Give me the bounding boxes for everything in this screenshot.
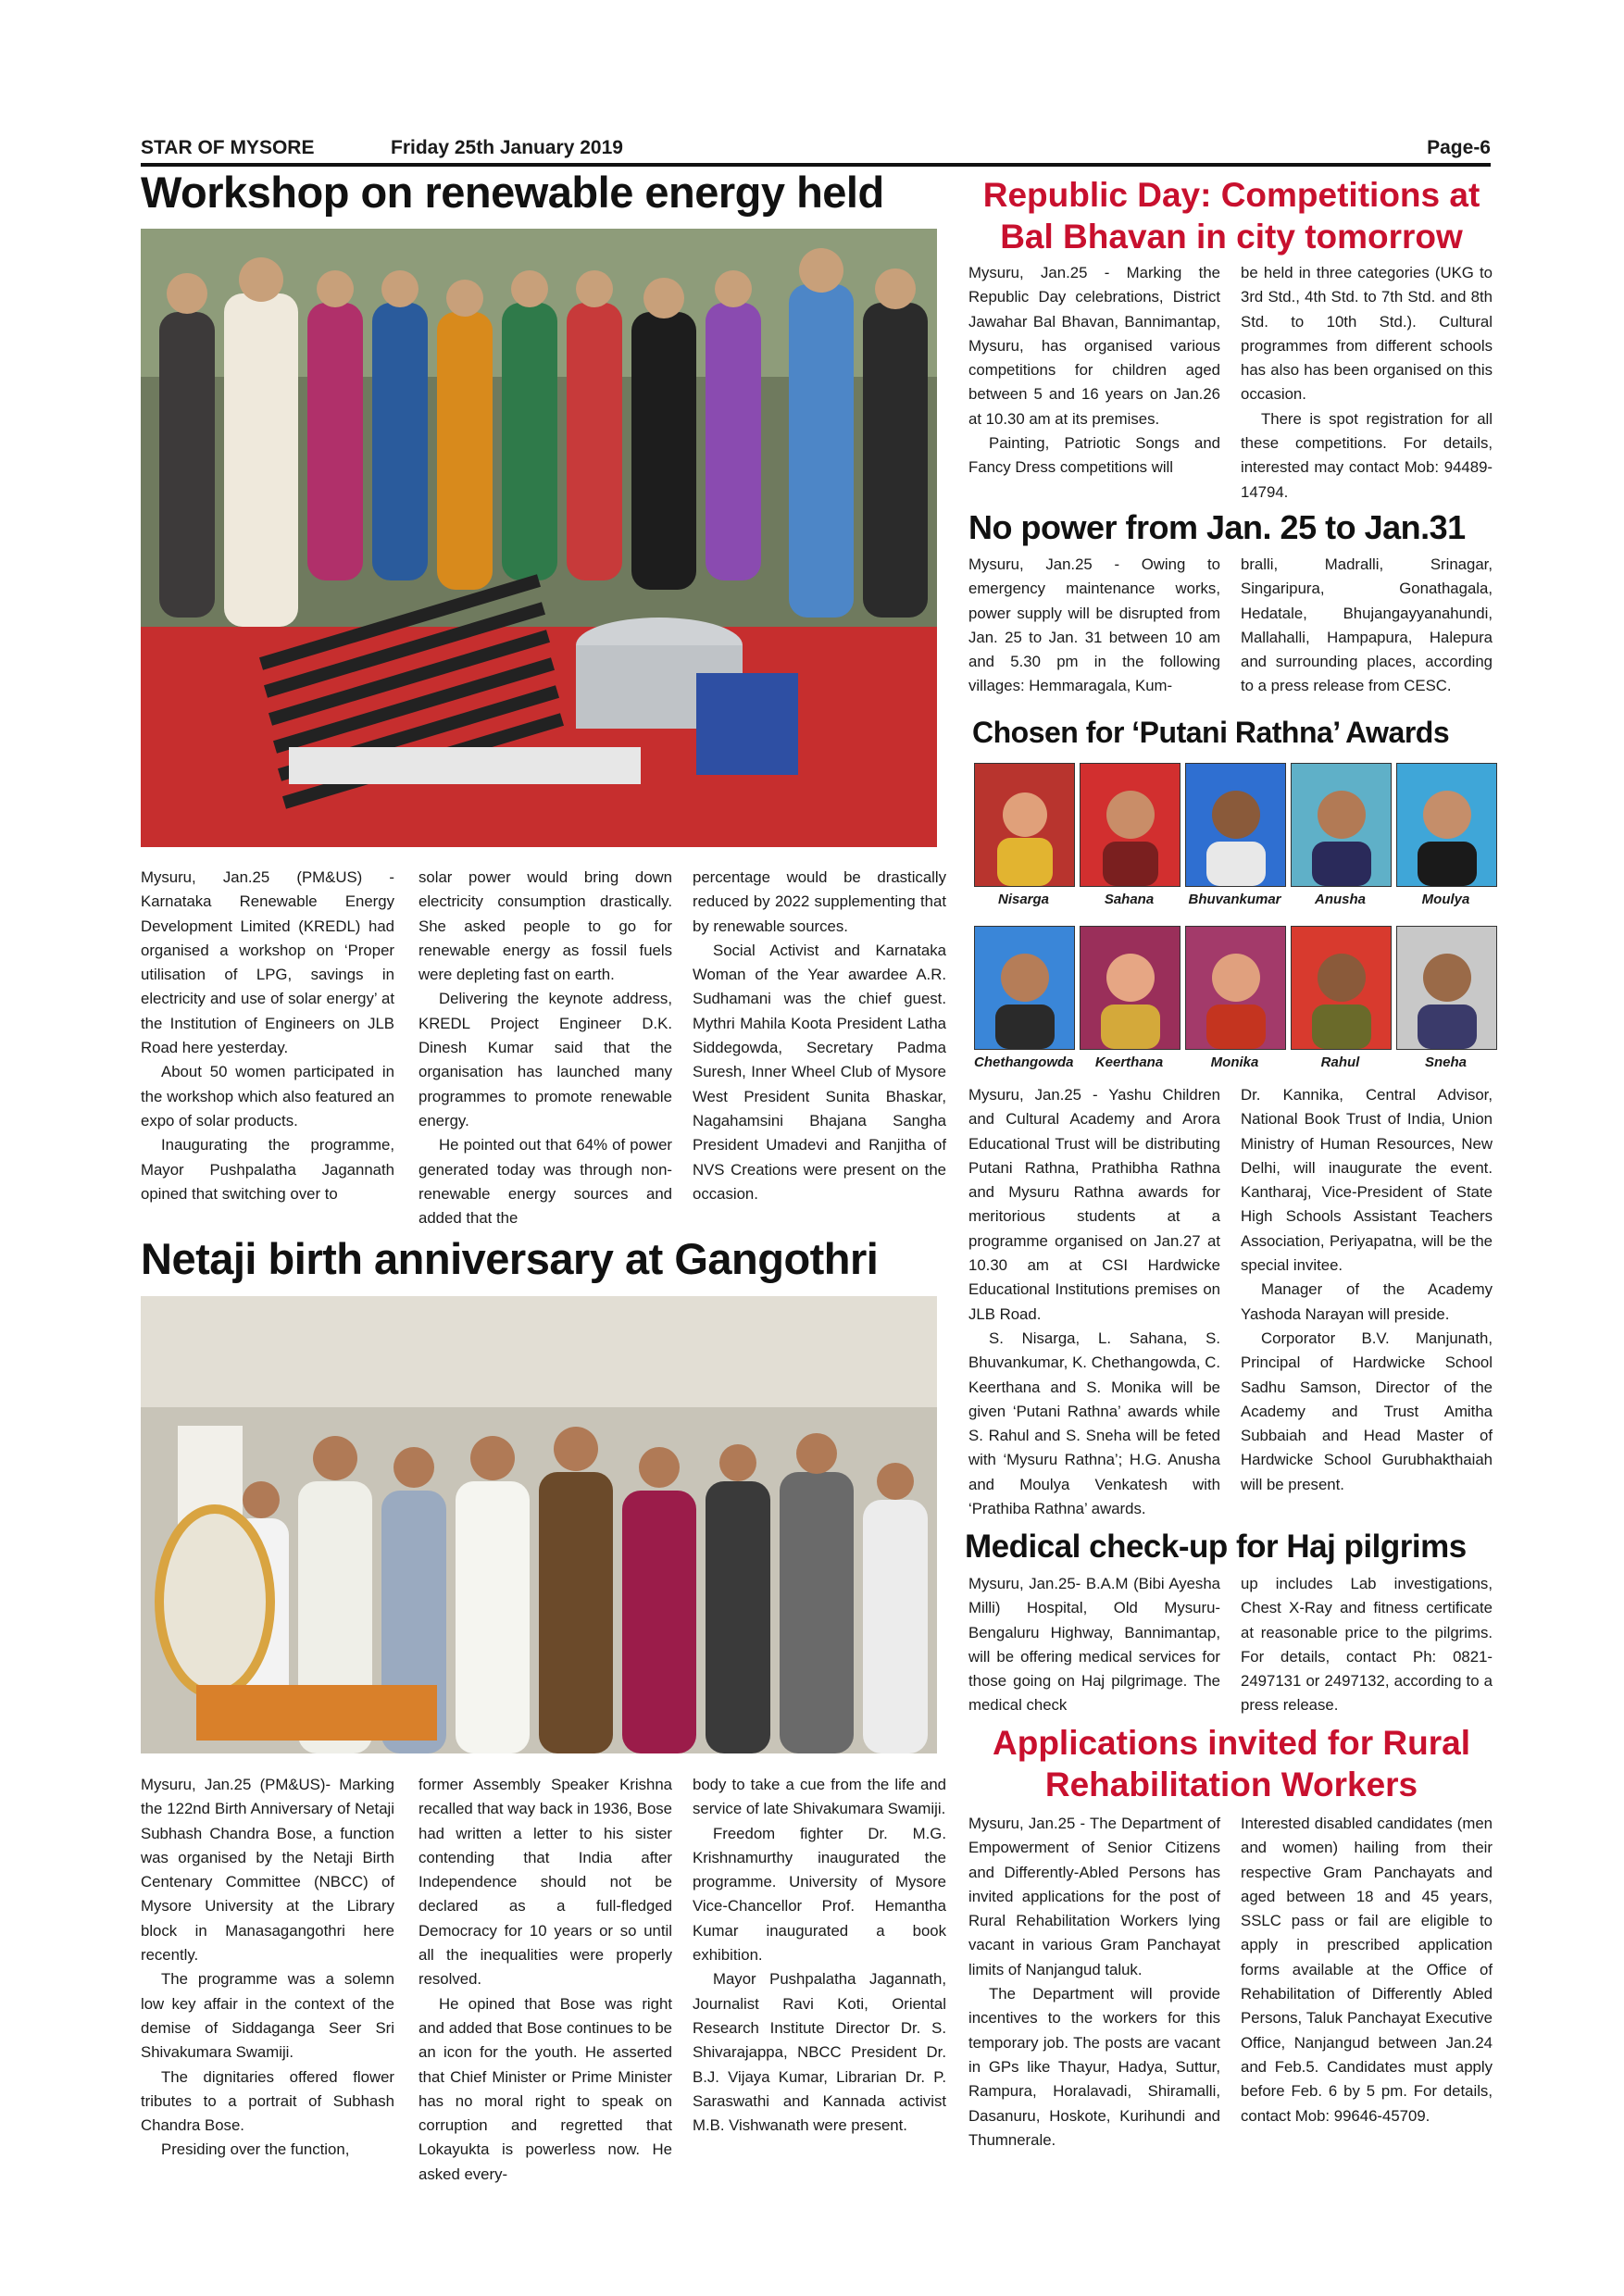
paragraph: There is spot registration for all these competitions. For details, interested may contact Mob: 94489-14794.	[1241, 409, 1493, 501]
netaji-headline: Netaji birth anniversary at Gangothri	[141, 1234, 879, 1283]
paragraph: He pointed out that 64% of power generated today was through non-renewable energy sources and added that the	[418, 1136, 672, 1228]
paragraph: The Department will provide incentives to the workers for this temporary job. The posts are vacant in GPs like Thayur, Hadya, Suttur, Rampura, Horalavadi, Shiramalli, Dasanuru, Hoskote, Kurihundi and Thumnerale.	[968, 1985, 1220, 2149]
rural-col-2	[1241, 1812, 1493, 2128]
student-photo	[1396, 763, 1497, 887]
paragraph: About 50 women participated in the workshop which also featured an expo of solar products.	[141, 1063, 394, 1129]
rural-headline: Applications invited for Rural Rehabilitation Workers	[993, 1724, 1470, 1804]
student-photo	[974, 926, 1075, 1050]
putani-headline: Chosen for ‘Putani Rathna’ Awards	[972, 716, 1450, 749]
paragraph: Mysuru, Jan.25 (PM&US) - Karnataka Renewable Energy Development Limited (KREDL) had organised a workshop on ‘Proper utilisation of LPG, savings in electricity and use of solar energy’ at the Institution of Engineers on JLB Road here yesterday.	[141, 868, 394, 1057]
student-photo	[1185, 926, 1286, 1050]
paragraph: Mysuru, Jan.25 - Marking the Republic Day celebrations, District Jawahar Bal Bhavan, Bannimantap, Mysuru, has organised various competitions for children aged between 5 and 16 years on Jan.26 at 10.30 am at its premises.	[968, 264, 1220, 428]
workshop-headline: Workshop on renewable energy held	[141, 168, 884, 217]
haj-col-2	[1241, 1572, 1493, 1718]
paragraph: percentage would be drastically reduced by 2022 supplementing that by renewable sources.	[693, 868, 946, 935]
haj-headline: Medical check-up for Haj pilgrims	[965, 1529, 1467, 1565]
paragraph: Dr. Kannika, Central Advisor, National Book Trust of India, Union Ministry of Human Resources, New Delhi, will inaugurate the event. Kantharaj, Vice-President of State High Schools Assistant Teachers Association, Periyapatna, will be the special invitee.	[1241, 1086, 1493, 1275]
paper-name: STAR OF MYSORE	[141, 137, 315, 158]
putani-col-1	[968, 1083, 1220, 1521]
paragraph: S. Nisarga, L. Sahana, S. Bhuvankumar, K. Chethangowda, C. Keerthana and S. Monika will be given ‘Putani Rathna’ awards while S. Rahul and S. Sneha will be feted with ‘Mysuru Rathna’; H.G. Anusha and Moulya Venkatesh with ‘Prathiba Rathna’ awards.	[968, 1329, 1220, 1518]
netaji-photo	[141, 1296, 937, 1753]
paragraph: Mayor Pushpalatha Jagannath, Journalist Ravi Koti, Oriental Research Institute Director Dr. S. Shivarajappa, NBCC President Dr. B.J. Vijaya Kumar, Librarian Dr. P. Saraswathi and Kannada activist M.B. Vishwanath were present.	[693, 1970, 946, 2135]
paragraph: Mysuru, Jan.25 - The Department of Empowerment of Senior Citizens and Differently-Abled Persons has invited applications for the post of Rural Rehabilitation Workers lying vacant in various Gram Panchayat limits of Nanjangud taluk.	[968, 1815, 1220, 1978]
student-photo	[1080, 926, 1181, 1050]
masthead	[141, 130, 1491, 167]
paragraph: Painting, Patriotic Songs and Fancy Dress competitions will	[968, 434, 1220, 477]
paragraph: He opined that Bose was right and added that Bose continues to be an icon for the youth. He asserted that Chief Minister or Prime Minister has no moral right to speak on corruption and regretted that Lokayukta is powerless now. He asked every-	[418, 1994, 672, 2183]
student-photo	[974, 763, 1075, 887]
paragraph: Inaugurating the programme, Mayor Pushpalatha Jagannath opined that switching over to	[141, 1136, 394, 1203]
student-name: Monika	[1210, 1054, 1259, 1070]
republic-col-1	[968, 261, 1220, 480]
paragraph: Freedom fighter Dr. M.G. Krishnamurthy inaugurated the programme. University of Mysore Vice-Chancellor Prof. Hemantha Kumar inaugurated a book exhibition.	[693, 1824, 946, 1965]
power-col-2	[1241, 553, 1493, 699]
power-col-1	[968, 553, 1220, 699]
paragraph: be held in three categories (UKG to 3rd Std., 4th Std. to 7th Std. and 8th Std. to 10th Std.). Cultural programmes from different schools has also has been organised on this occasion.	[1241, 264, 1493, 404]
page-number: Page-6	[1427, 137, 1491, 158]
workshop-photo	[141, 229, 937, 847]
paragraph: up includes Lab investigations, Chest X-Ray and fitness certificate at reasonable price to the pilgrims. For details, contact Ph: 0821-2497131 or 2497132, according to a press release.	[1241, 1575, 1493, 1715]
issue-date: Friday 25th January 2019	[391, 137, 623, 158]
student-name: Bhuvankumar	[1188, 892, 1281, 907]
netaji-col-1	[141, 1773, 394, 2163]
paragraph: Interested disabled candidates (men and women) hailing from their respective Gram Panchayats and aged between 18 and 45 years, SSLC pass or fail are eligible to apply in prescribed application forms available at the Office of Rehabilitation of Differently Abled Persons, Taluk Panchayat Executive Office, Nanjangud between Jan.24 and Feb.5. Candidates must apply before Feb. 6 by 5 pm. For details, contact Mob: 99646-45709.	[1241, 1815, 1493, 2125]
paragraph: Presiding over the function,	[161, 2140, 350, 2159]
paragraph: Delivering the keynote address, KREDL Project Engineer D.K. Dinesh Kumar said that the organisation has launched many programmes to promote renewable energy.	[418, 990, 672, 1129]
power-headline: No power from Jan. 25 to Jan.31	[968, 508, 1466, 546]
paragraph: Corporator B.V. Manjunath, Principal of Hardwicke School Sadhu Samson, Director of the Academy and Trust Amitha Subbaiah and Head Master of Hardwicke School Gurubhakthaiah will be present.	[1241, 1329, 1493, 1493]
student-name: Chethangowda	[974, 1054, 1074, 1070]
paragraph: body to take a cue from the life and service of late Shivakumara Swamiji.	[693, 1776, 946, 1818]
paragraph: The programme was a solemn low key affair in the context of the demise of Siddaganga Seer Sri Shivakumara Swamiji.	[141, 1970, 394, 2062]
student-photo	[1080, 763, 1181, 887]
paragraph: Mysuru, Jan.25 - Owing to emergency maintenance works, power supply will be disrupted from Jan. 25 to Jan. 31 between 10 am and 5.30 pm in the following villages: Hemmaragala, Kum-	[968, 555, 1220, 695]
republic-col-2	[1241, 261, 1493, 505]
netaji-col-2	[418, 1773, 672, 2187]
paragraph: Mysuru, Jan.25 (PM&US)- Marking the 122nd Birth Anniversary of Netaji Subhash Chandra Bose, a function was organised by the Netaji Birth Centenary Committee (NBCC) of Mysore University at the Library block in Manasagangothri here recently.	[141, 1776, 394, 1965]
putani-col-2	[1241, 1083, 1493, 1497]
student-name: Sneha	[1424, 1054, 1467, 1070]
republic-headline: Republic Day: Competitions at Bal Bhavan in city tomorrow	[982, 176, 1480, 256]
student-photo	[1291, 926, 1392, 1050]
student-name: Nisarga	[997, 892, 1050, 907]
paragraph: The dignitaries offered flower tributes to a portrait of Subhash Chandra Bose.	[141, 2067, 394, 2135]
paragraph: solar power would bring down electricity consumption drastically. She asked people to go for renewable energy as fossil fuels were depleting fast on earth.	[418, 868, 672, 984]
paragraph: former Assembly Speaker Krishna recalled that way back in 1936, Bose had written a letter to his sister contending that India after Independence should not be declared as a full-fledged Democracy for 10 years or so until all the inequalities were properly resolved.	[418, 1776, 672, 1989]
student-photo	[1291, 763, 1392, 887]
student-name: Moulya	[1421, 892, 1470, 907]
student-photo	[1396, 926, 1497, 1050]
paragraph: Mysuru, Jan.25- B.A.M (Bibi Ayesha Milli) Hospital, Old Mysuru-Bengaluru Highway, Bannimantap, will be offering medical services for those going on Haj pilgrimage. The medical check	[968, 1575, 1220, 1715]
netaji-col-3	[693, 1773, 946, 2138]
student-name: Anusha	[1314, 892, 1366, 907]
paragraph: Social Activist and Karnataka Woman of the Year awardee A.R. Sudhamani was the chief guest. Mythri Mahila Koota President Latha Siddegowda, Secretary Padma Suresh, Inner Wheel Club of Mysore West President Sunita Bhaskar, Nagahamsini Bhajana Sangha President Umadevi and Ranjitha of NVS Creations were present on the occasion.	[693, 941, 946, 1203]
workshop-col-2	[418, 866, 672, 1230]
paragraph: bralli, Madralli, Srinagar, Singaripura, Gonathagala, Hedatale, Bhujangayyanahundi, Mallahalli, Hampapura, Halepura and surrounding places, according to a press release from CESC.	[1241, 555, 1493, 695]
student-photo	[1185, 763, 1286, 887]
haj-col-1	[968, 1572, 1220, 1718]
rural-col-1	[968, 1812, 1220, 2152]
paragraph: Mysuru, Jan.25 - Yashu Children and Cultural Academy and Arora Educational Trust will be distributing Putani Rathna, Prathibha Rathna and Mysuru Rathna awards for meritorious students at a programme organised on Jan.27 at 10.30 am at CSI Hardwicke Educational Institutions premises on JLB Road.	[968, 1086, 1220, 1323]
workshop-col-3	[693, 866, 946, 1206]
student-name: Rahul	[1320, 1054, 1360, 1070]
student-name: Sahana	[1104, 892, 1155, 907]
paragraph: Manager of the Academy Yashoda Narayan will preside.	[1241, 1280, 1493, 1323]
student-name: Keerthana	[1094, 1054, 1164, 1070]
workshop-col-1	[141, 866, 394, 1206]
